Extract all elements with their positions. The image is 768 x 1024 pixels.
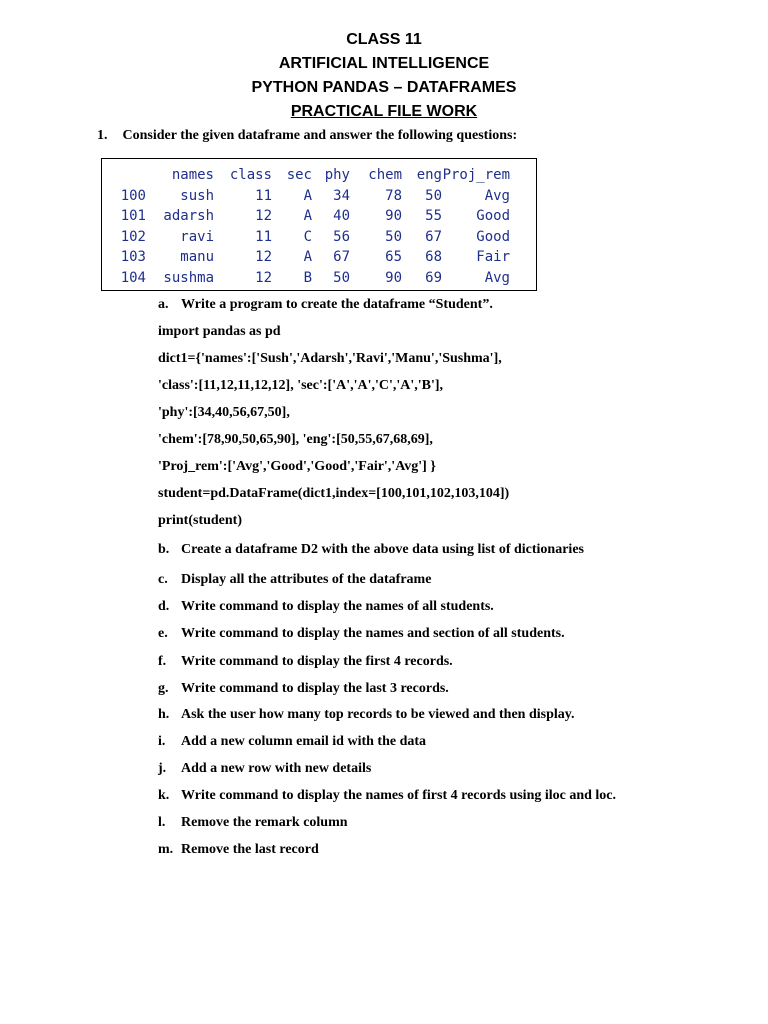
column-header: phy [324,167,350,184]
table-cell: 11 [255,228,272,245]
table-cell: C [303,228,312,245]
list-item [158,599,494,615]
table-cell: 56 [333,228,350,245]
list-item [158,681,449,697]
table-cell: Avg [484,187,510,204]
column-header: chem [368,167,402,184]
list-item [158,788,616,804]
table-cell: 55 [425,208,442,225]
table-cell: 103 [120,249,146,266]
table-cell: 100 [120,187,146,204]
table-cell: 101 [120,208,146,225]
item-text: Remove the last record [181,842,319,857]
table-row [106,247,510,268]
column-header: Proj_rem [442,167,510,184]
item-text: Add a new column email id with the data [181,734,427,749]
item-marker: g. [158,681,169,696]
item-marker: c. [158,572,168,587]
item-text: Write command to display the first 4 records. [181,654,453,669]
table-row [106,186,510,207]
table-cell: A [303,208,312,225]
item-text: Write command to display the names of all students. [181,599,494,614]
table-cell: manu [180,249,214,266]
dataframe-table [106,165,510,288]
table-cell: 50 [425,187,442,204]
dataframe-output-box [101,158,537,291]
table-cell: 34 [333,187,350,204]
table-cell: Fair [476,249,510,266]
code-line: import pandas as pd [158,324,281,339]
table-cell: 68 [425,249,442,266]
code-line: student=pd.DataFrame(dict1,index=[100,101,102,103,104]) [158,486,510,501]
item-marker: k. [158,788,170,803]
code-line: 'phy':[34,40,56,67,50], [158,405,290,420]
table-cell: ravi [180,228,214,245]
table-cell: A [303,187,312,204]
topic-title: PYTHON PANDAS – DATAFRAMES [251,79,517,96]
table-cell: 50 [333,269,350,286]
item-marker: e. [158,626,168,641]
item-text: Write command to display the names of first 4 records using iloc and loc. [181,788,617,803]
class-title: CLASS 11 [346,31,422,48]
table-cell: sushma [163,269,214,286]
code-line: dict1={'names':['Sush','Adarsh','Ravi','Manu','Sushma'], [158,351,502,366]
table-cell: 67 [333,249,350,266]
table-row [106,227,510,248]
list-item [158,815,348,831]
table-cell: Good [476,208,510,225]
subject-title: ARTIFICIAL INTELLIGENCE [278,55,490,72]
table-cell: adarsh [163,208,214,225]
table-cell: 90 [385,269,402,286]
item-marker: h. [158,707,170,722]
table-cell: Avg [484,269,510,286]
table-row [106,206,510,227]
item-marker: m. [158,842,174,857]
list-item [158,734,426,750]
code-line: 'chem':[78,90,50,65,90], 'eng':[50,55,67,68,69], [158,432,433,447]
table-cell: A [303,249,312,266]
item-text: Write a program to create the dataframe “Student”. [181,297,493,312]
practical-title: PRACTICAL FILE WORK [290,103,478,120]
item-marker: d. [158,599,170,614]
table-cell: 67 [425,228,442,245]
table-cell: 11 [255,187,272,204]
list-item [158,761,371,777]
table-cell: 65 [385,249,402,266]
table-cell: 104 [120,269,146,286]
item-marker: b. [158,542,170,557]
table-cell: 12 [255,269,272,286]
item-text: Write command to display the last 3 records. [181,681,449,696]
table-cell: 12 [255,249,272,266]
table-cell: 102 [120,228,146,245]
list-item [158,572,431,588]
document-header [0,28,768,124]
column-header [106,165,146,186]
item-text: Ask the user how many top records to be viewed and then display. [181,707,575,722]
question-text: Consider the given dataframe and answer the following questions: [122,128,518,143]
code-line: 'class':[11,12,11,12,12], 'sec':['A','A','C','A','B'], [158,378,444,393]
table-cell: sush [180,187,214,204]
list-item [158,842,319,858]
item-marker: j. [158,761,167,776]
list-item [158,542,584,558]
list-item [158,297,493,313]
code-line: 'Proj_rem':['Avg','Good','Good','Fair','Avg'] } [158,459,436,474]
item-marker: l. [158,815,166,830]
column-header: eng [416,167,442,184]
list-item [158,654,453,670]
item-text: Remove the remark column [181,815,348,830]
column-header: class [229,167,272,184]
table-cell: 78 [385,187,402,204]
list-item [158,707,574,723]
table-cell: B [303,269,312,286]
table-cell: 50 [385,228,402,245]
table-cell: Good [476,228,510,245]
column-header: names [171,167,214,184]
question-number: 1. [97,128,108,143]
item-text: Add a new row with new details [181,761,372,776]
code-line: print(student) [158,513,243,528]
table-cell: 90 [385,208,402,225]
item-marker: i. [158,734,166,749]
question-1 [97,128,517,144]
table-cell: 40 [333,208,350,225]
item-text: Write command to display the names and section of all students. [181,626,565,641]
table-cell: 12 [255,208,272,225]
table-cell: 69 [425,269,442,286]
table-header-row [106,165,510,186]
list-item [158,626,565,642]
item-marker: a. [158,297,169,312]
table-row [106,268,510,289]
item-text: Display all the attributes of the dataframe [181,572,432,587]
column-header: sec [286,167,312,184]
item-marker: f. [158,654,167,669]
item-text: Create a dataframe D2 with the above data using list of dictionaries [181,542,584,557]
